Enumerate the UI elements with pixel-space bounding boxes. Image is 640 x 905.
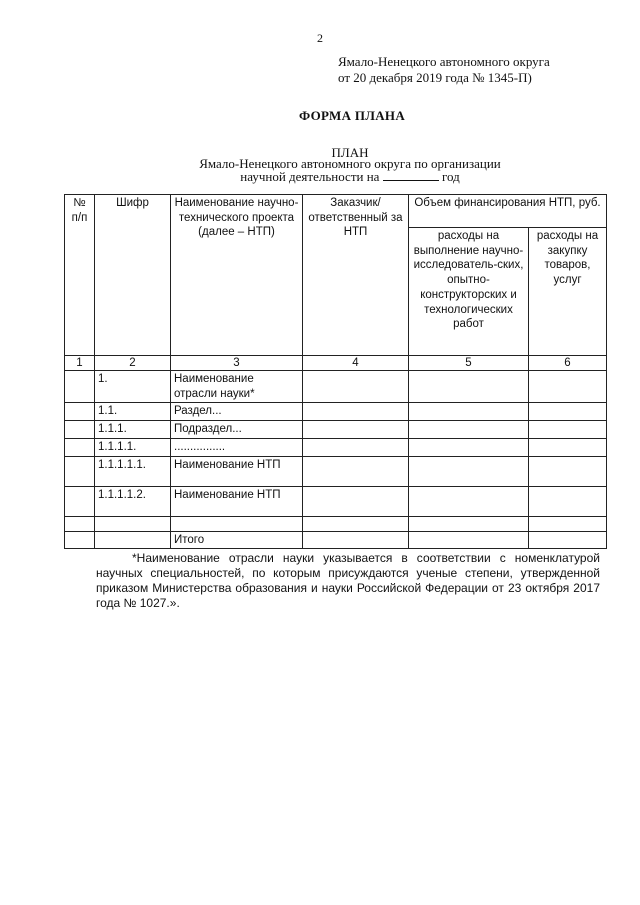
num-cell (65, 516, 95, 531)
name-cell: Раздел... (171, 403, 303, 421)
footnote: *Наименование отрасли науки указывается в соответствии с номенклатурой научных специальностей, по которым присуждаются ученые степени, утвержденной приказом Министерства образования и науки Российской Федерации от 23 октября 2017 года № 1027.». (96, 551, 600, 610)
num-cell (65, 531, 95, 549)
plan-table (64, 194, 607, 549)
name-cell (171, 516, 303, 531)
num-cell (65, 456, 95, 486)
column-number: 1 (65, 356, 95, 371)
num-cell (65, 421, 95, 439)
total-label: Итого (171, 531, 303, 549)
plan-subtitle-line1: Ямало-Ненецкого автономного округа по организации (199, 156, 501, 171)
header-row (65, 195, 607, 228)
research-cell (409, 438, 529, 456)
customer-cell (303, 371, 409, 403)
table-row (65, 438, 607, 456)
name-cell: Подраздел... (171, 421, 303, 439)
purchase-cell (529, 486, 607, 516)
table-row (65, 456, 607, 486)
column-number: 6 (529, 356, 607, 371)
header-region-line: Ямало-Ненецкого автономного округа (338, 54, 550, 69)
num-cell (65, 438, 95, 456)
customer-cell (303, 531, 409, 549)
customer-cell (303, 486, 409, 516)
column-number-row (65, 356, 607, 371)
name-cell: Наименование НТП (171, 456, 303, 486)
header-decree-line: от 20 декабря 2019 года № 1345-П) (338, 70, 532, 85)
code-cell: 1. (95, 371, 171, 403)
code-cell: 1.1.1.1. (95, 438, 171, 456)
customer-cell (303, 421, 409, 439)
code-cell (95, 531, 171, 549)
research-cell (409, 371, 529, 403)
code-cell (95, 516, 171, 531)
table-row (65, 371, 607, 403)
research-cell (409, 403, 529, 421)
column-number: 5 (409, 356, 529, 371)
plan-title: ПЛАН (331, 145, 369, 160)
purchase-cell (529, 403, 607, 421)
total-row (65, 531, 607, 549)
purchase-cell (529, 516, 607, 531)
header-num: № п/п (65, 195, 95, 356)
research-cell (409, 486, 529, 516)
customer-cell (303, 403, 409, 421)
num-cell (65, 403, 95, 421)
research-cell (409, 421, 529, 439)
num-cell (65, 371, 95, 403)
purchase-cell (529, 456, 607, 486)
name-cell: ................ (171, 438, 303, 456)
code-cell: 1.1.1.1.2. (95, 486, 171, 516)
column-number: 4 (303, 356, 409, 371)
purchase-cell (529, 371, 607, 403)
customer-cell (303, 516, 409, 531)
header-research: расходы на выполнение научно-исследователь-ских, опытно-конструкторских и технологических работ (409, 228, 529, 356)
code-cell: 1.1. (95, 403, 171, 421)
header-funding: Объем финансирования НТП, руб. (409, 195, 607, 228)
table-row (65, 516, 607, 531)
page-number: 2 (317, 31, 323, 45)
form-title: ФОРМА ПЛАНА (298, 108, 406, 123)
header-customer: Заказчик/ ответственный за НТП (303, 195, 409, 356)
table-row (65, 486, 607, 516)
year-blank (383, 170, 439, 181)
code-cell: 1.1.1.1.1. (95, 456, 171, 486)
name-cell: Наименование отрасли науки* (171, 371, 303, 403)
name-cell: Наименование НТП (171, 486, 303, 516)
table-row (65, 421, 607, 439)
header-name: Наименование научно-технического проекта (далее – НТП) (171, 195, 303, 356)
table-row (65, 403, 607, 421)
code-cell: 1.1.1. (95, 421, 171, 439)
purchase-cell (529, 421, 607, 439)
plan-subtitle-suffix: год (441, 169, 460, 184)
customer-cell (303, 438, 409, 456)
plan-subtitle-prefix: научной деятельности на (240, 169, 380, 184)
column-number: 3 (171, 356, 303, 371)
purchase-cell (529, 531, 607, 549)
purchase-cell (529, 438, 607, 456)
research-cell (409, 531, 529, 549)
column-number: 2 (95, 356, 171, 371)
plan-subtitle-line2 (0, 169, 640, 185)
research-cell (409, 456, 529, 486)
num-cell (65, 486, 95, 516)
customer-cell (303, 456, 409, 486)
research-cell (409, 516, 529, 531)
header-code: Шифр (95, 195, 171, 356)
header-purchase: расходы на закупку товаров, услуг (529, 228, 607, 356)
